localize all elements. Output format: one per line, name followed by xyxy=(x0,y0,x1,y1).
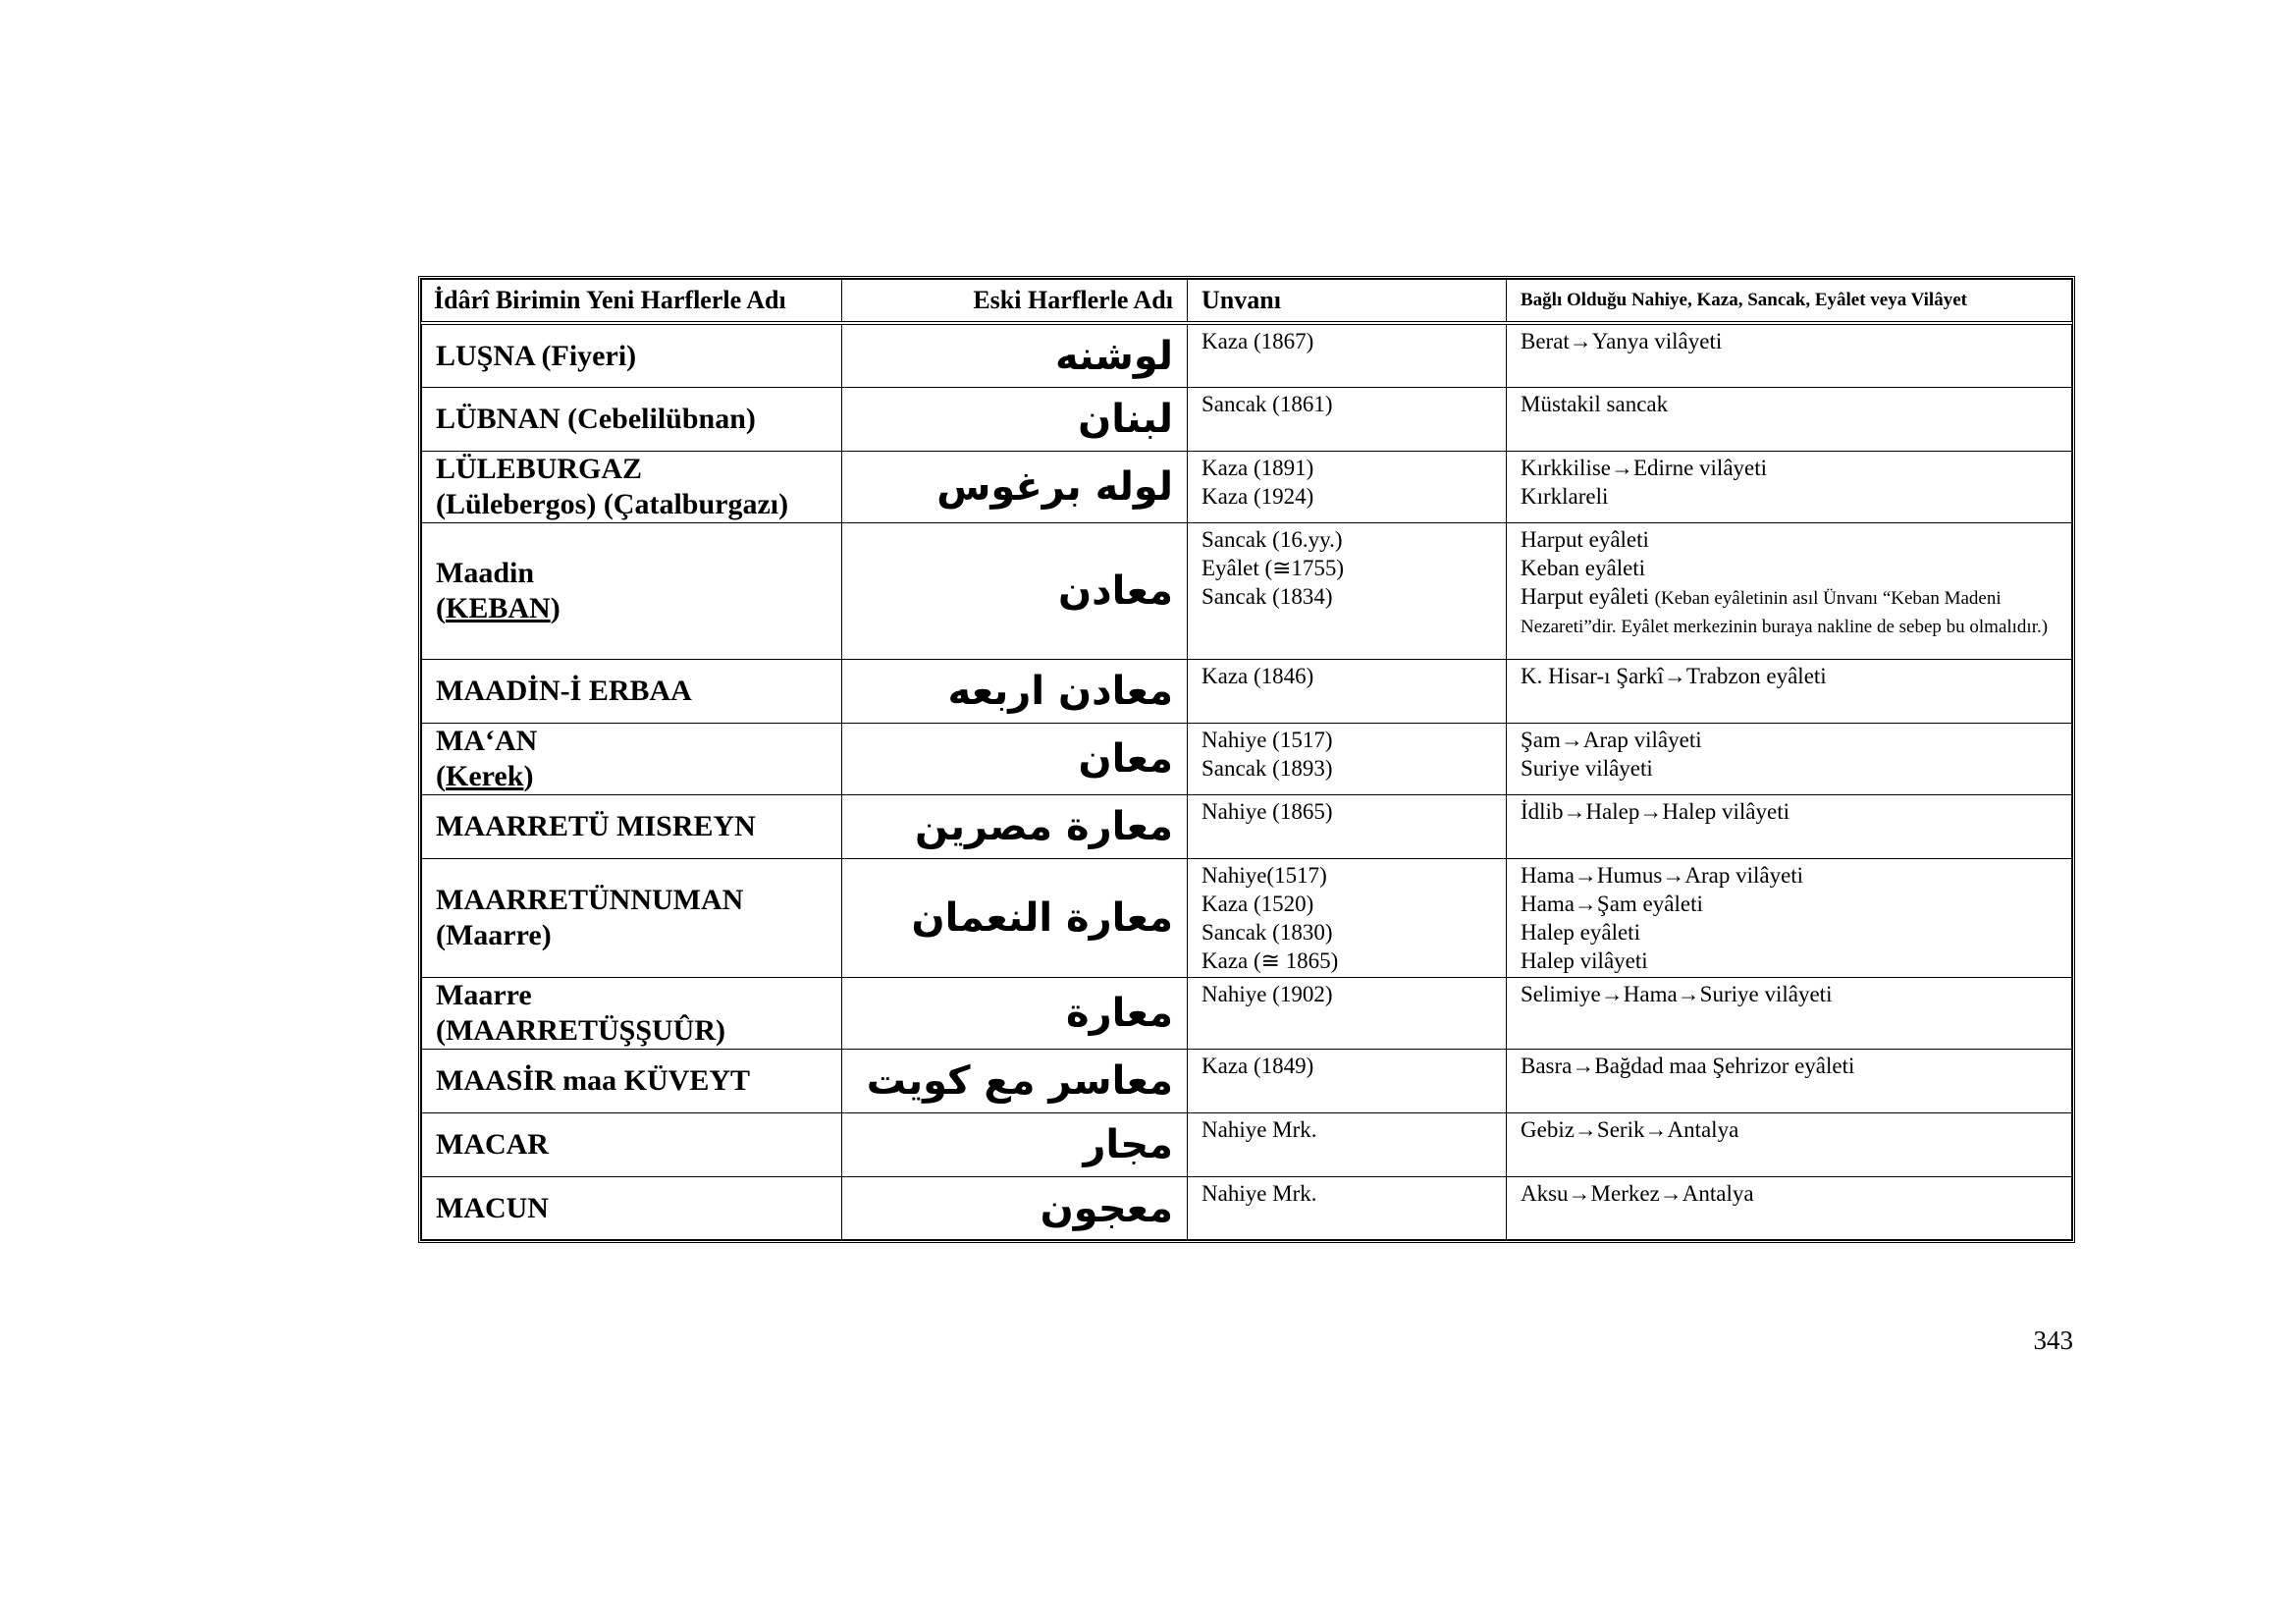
unvan-line: Nahiye Mrk. xyxy=(1201,1117,1317,1142)
name-line: Maadin xyxy=(436,557,535,589)
name-line: MAARRETÜNNUMAN xyxy=(436,884,744,916)
bagli-text: Harput eyâleti xyxy=(1521,584,1649,609)
unvan-line: Kaza (1924) xyxy=(1201,484,1314,509)
bagli-line: Şam→Arap vilâyeti xyxy=(1521,728,1702,752)
unvan-line: Kaza (1891) xyxy=(1201,456,1314,480)
bagli-line xyxy=(1521,582,2057,639)
bagli-line: Müstakil sancak xyxy=(1521,392,1669,416)
table-row xyxy=(422,1177,2072,1240)
name-close: ) xyxy=(550,592,561,624)
bagli-note: (Keban eyâletinin asıl Ünvanı “Keban Madeni Nezareti”dir. Eyâlet merkezinin buraya nakline de sebep bu olmalıdır.) xyxy=(1521,588,2049,637)
table-row xyxy=(422,724,2072,795)
gazetteer-table xyxy=(418,276,2075,1243)
bagli-line: Hama→Şam eyâleti xyxy=(1521,892,1703,916)
bagli-cell xyxy=(1507,859,2072,978)
bagli-cell xyxy=(1507,1177,2072,1240)
unvan-cell xyxy=(1188,724,1507,795)
table-row xyxy=(422,1113,2072,1177)
bagli-line: Halep vilâyeti xyxy=(1521,948,1648,973)
name-cell xyxy=(422,388,842,452)
unvan-line: Sancak (1893) xyxy=(1201,756,1333,781)
table-row xyxy=(422,978,2072,1050)
bagli-line: Hama→Humus→Arap vilâyeti xyxy=(1521,863,1804,888)
name-line-2: (Maarre) xyxy=(436,919,552,951)
table xyxy=(421,279,2072,1240)
table-row xyxy=(422,795,2072,859)
old-name-cell: معجون xyxy=(842,1177,1188,1240)
bagli-line: Gebiz→Serik→Antalya xyxy=(1521,1117,1739,1142)
name-cell xyxy=(422,795,842,859)
bagli-line: Selimiye→Hama→Suriye vilâyeti xyxy=(1521,982,1833,1006)
unvan-line: Nahiye Mrk. xyxy=(1201,1181,1317,1206)
unvan-cell xyxy=(1188,523,1507,660)
old-name-cell: معارة النعمان xyxy=(842,859,1188,978)
unvan-line: Kaza (1849) xyxy=(1201,1054,1314,1078)
name-cell xyxy=(422,859,842,978)
name-line-2: (Lülebergos) (Çatalburgazı) xyxy=(436,488,789,520)
old-name-cell: لوشنه xyxy=(842,325,1188,388)
bagli-line: Halep eyâleti xyxy=(1521,920,1640,945)
unvan-cell xyxy=(1188,978,1507,1050)
old-name-cell: معادن xyxy=(842,523,1188,660)
table-row xyxy=(422,660,2072,724)
name-line: MAASİR maa KÜVEYT xyxy=(436,1064,751,1097)
name-cell xyxy=(422,724,842,795)
name-cell xyxy=(422,523,842,660)
bagli-cell xyxy=(1507,523,2072,660)
table-row xyxy=(422,859,2072,978)
unvan-cell xyxy=(1188,795,1507,859)
unvan-line: Kaza (1846) xyxy=(1201,664,1314,688)
bagli-cell xyxy=(1507,388,2072,452)
table-row xyxy=(422,325,2072,388)
unvan-cell xyxy=(1188,1050,1507,1113)
bagli-cell xyxy=(1507,978,2072,1050)
bagli-line: Keban eyâleti xyxy=(1521,556,1646,580)
bagli-line: Aksu→Merkez→Antalya xyxy=(1521,1181,1754,1206)
name-line-2: (KEBAN) xyxy=(436,592,561,624)
bagli-line: Basra→Bağdad maa Şehrizor eyâleti xyxy=(1521,1054,1855,1078)
unvan-cell xyxy=(1188,452,1507,523)
unvan-line: Sancak (1830) xyxy=(1201,920,1333,945)
header-row xyxy=(422,280,2072,322)
name-cell xyxy=(422,1177,842,1240)
bagli-cell xyxy=(1507,795,2072,859)
bagli-cell xyxy=(1507,325,2072,388)
name-line-2: (MAARRETÜŞŞUÛR) xyxy=(436,1014,726,1047)
old-name-cell: لبنان xyxy=(842,388,1188,452)
table-row xyxy=(422,1050,2072,1113)
unvan-line: Sancak (1834) xyxy=(1201,584,1333,609)
bagli-cell xyxy=(1507,1050,2072,1113)
name-line: LÜLEBURGAZ xyxy=(436,453,643,485)
unvan-line: Eyâlet (≅1755) xyxy=(1201,556,1345,580)
unvan-line: Nahiye (1865) xyxy=(1201,799,1333,824)
unvan-line: Kaza (1520) xyxy=(1201,892,1314,916)
name-line: MAARRETÜ MISREYN xyxy=(436,810,756,842)
bagli-line: Kırkkilise→Edirne vilâyeti xyxy=(1521,456,1768,480)
name-line: LÜBNAN (Cebelilübnan) xyxy=(436,403,756,435)
unvan-line: Kaza (≅ 1865) xyxy=(1201,948,1339,973)
header-unvan: Unvanı xyxy=(1188,280,1507,322)
unvan-cell xyxy=(1188,1113,1507,1177)
name-line: LUŞNA (Fiyeri) xyxy=(436,339,637,372)
name-underlined: Kerek xyxy=(446,760,524,792)
bagli-line: Harput eyâleti xyxy=(1521,527,1649,552)
old-name-cell: مجار xyxy=(842,1113,1188,1177)
unvan-cell xyxy=(1188,660,1507,724)
name-underlined: KEBAN xyxy=(446,592,551,624)
unvan-cell xyxy=(1188,388,1507,452)
name-cell xyxy=(422,978,842,1050)
bagli-cell xyxy=(1507,1113,2072,1177)
old-name-cell: معان xyxy=(842,724,1188,795)
unvan-line: Sancak (16.yy.) xyxy=(1201,527,1343,552)
table-row xyxy=(422,388,2072,452)
old-name-cell: معاسر مع كويت xyxy=(842,1050,1188,1113)
table-row xyxy=(422,523,2072,660)
bagli-cell xyxy=(1507,660,2072,724)
name-line: MA‘AN xyxy=(436,725,538,757)
unvan-line: Nahiye(1517) xyxy=(1201,863,1327,888)
unvan-line: Kaza (1867) xyxy=(1201,329,1314,353)
old-name-cell: لوله برغوس xyxy=(842,452,1188,523)
unvan-cell xyxy=(1188,859,1507,978)
unvan-line: Sancak (1861) xyxy=(1201,392,1333,416)
name-line: MAADİN-İ ERBAA xyxy=(436,675,692,707)
bagli-line: Kırklareli xyxy=(1521,484,1609,509)
unvan-line: Nahiye (1902) xyxy=(1201,982,1333,1006)
bagli-line: Suriye vilâyeti xyxy=(1521,756,1653,781)
name-line: MACAR xyxy=(436,1128,549,1161)
header-name: İdârî Birimin Yeni Harflerle Adı xyxy=(422,280,842,322)
name-cell xyxy=(422,660,842,724)
bagli-line: İdlib→Halep→Halep vilâyeti xyxy=(1521,799,1790,824)
name-cell xyxy=(422,1113,842,1177)
name-close: ) xyxy=(523,760,534,792)
table-row xyxy=(422,452,2072,523)
name-cell xyxy=(422,1050,842,1113)
bagli-line: K. Hisar-ı Şarkî→Trabzon eyâleti xyxy=(1521,664,1827,688)
bagli-cell xyxy=(1507,724,2072,795)
unvan-cell xyxy=(1188,325,1507,388)
bagli-cell xyxy=(1507,452,2072,523)
name-line: MACUN xyxy=(436,1191,549,1224)
unvan-line: Nahiye (1517) xyxy=(1201,728,1333,752)
header-bagli: Bağlı Olduğu Nahiye, Kaza, Sancak, Eyâlet veya Vilâyet xyxy=(1507,280,2072,322)
page-number: 343 xyxy=(2033,1326,2073,1355)
old-name-cell: معارة مصرين xyxy=(842,795,1188,859)
name-cell xyxy=(422,452,842,523)
old-name-cell: معارة xyxy=(842,978,1188,1050)
name-line: Maarre xyxy=(436,979,532,1011)
old-name-cell: معادن اربعه xyxy=(842,660,1188,724)
unvan-cell xyxy=(1188,1177,1507,1240)
name-cell xyxy=(422,325,842,388)
header-old-name: Eski Harflerle Adı xyxy=(842,280,1188,322)
bagli-line: Berat→Yanya vilâyeti xyxy=(1521,329,1723,353)
name-line-2: (Kerek) xyxy=(436,760,534,792)
